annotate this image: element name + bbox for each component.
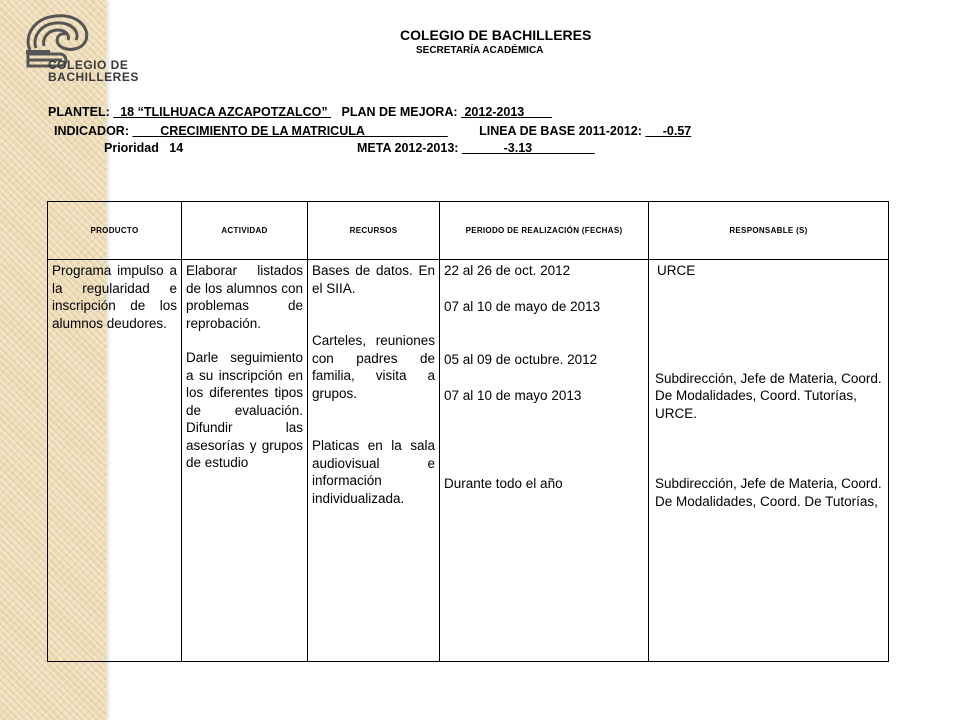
periodo-item: Durante todo el año: [444, 476, 563, 491]
plan-label: PLAN DE MEJORA:: [331, 105, 461, 119]
meta-value: ___ __-3.13_________: [461, 141, 595, 155]
periodo-item: 07 al 10 de mayo de 2013: [444, 298, 601, 314]
actividad-item: Elaborar listados de los alumnos con problemas de reprobación.: [186, 263, 303, 331]
cell-producto: [48, 260, 182, 662]
table-row: [48, 260, 889, 662]
prioridad-text: Prioridad 14: [104, 141, 184, 155]
cell-periodo: [440, 260, 649, 662]
plantel-label: PLANTEL:: [48, 105, 114, 119]
table-header-row: [48, 202, 889, 260]
recursos-item: Platicas en la sala audiovisual e información individualizada.: [312, 438, 435, 506]
logo-text-line1: COLEGIO DE: [48, 58, 129, 72]
producto-text: Programa impulso a la regularidad e inscripción de los alumnos deudores.: [52, 263, 177, 331]
header-producto: PRODUCTO: [48, 202, 182, 260]
meta-line: [357, 141, 595, 155]
plan-value: 2012-2013____: [460, 105, 553, 119]
recursos-item: Bases de datos. En el SIIA.: [312, 263, 435, 296]
cell-actividad: [182, 260, 308, 662]
periodo-item: 05 al 09 de octubre. 2012: [444, 352, 598, 367]
recursos-item: Carteles, reuniones con padres de familia, visita a grupos.: [312, 333, 435, 401]
responsable-item: Subdirección, Jefe de Materia, Coord. De Modalidades, Coord. Tutorías, URCE.: [655, 370, 882, 421]
page-title: COLEGIO DE BACHILLERES: [400, 27, 592, 43]
linea-base-value: __-0.57: [645, 124, 692, 138]
cell-responsable: [649, 260, 889, 662]
colegio-logo: [18, 10, 148, 82]
indicador-value: ____CRECIMIENTO DE LA MATRICULA ______: [132, 124, 448, 138]
indicador-line: [54, 124, 691, 138]
cell-recursos: [308, 260, 440, 662]
plan-table: [47, 201, 889, 662]
responsable-item: URCE: [657, 263, 696, 278]
header-responsable: RESPONSABLE (S): [649, 202, 889, 260]
periodo-item: 07 al 10 de mayo 2013: [444, 387, 582, 403]
linea-base-label: LINEA DE BASE 2011-2012:: [447, 124, 646, 138]
header-periodo: PERIODO DE REALIZACIÓN (FECHAS): [440, 202, 649, 260]
header-recursos: RECURSOS: [308, 202, 440, 260]
header-actividad: ACTIVIDAD: [182, 202, 308, 260]
responsable-item: Subdirección, Jefe de Materia, Coord. De Modalidades, Coord. De Tutorías,: [655, 476, 882, 509]
periodo-item: 22 al 26 de oct. 2012: [444, 263, 571, 278]
meta-label: META 2012-2013:: [357, 141, 462, 155]
plantel-line: [48, 105, 552, 119]
page-subtitle: SECRETARÍA ACADÉMICA: [416, 45, 544, 56]
logo-text-line2: BACHILLERES: [48, 70, 139, 84]
indicador-label: INDICADOR:: [54, 124, 133, 138]
plantel-value: 18 “TLILHUACA AZCAPOTZALCO”: [113, 105, 332, 119]
actividad-item: Darle seguimiento a su inscripción en los diferentes tipos de evaluación. Difundir las asesorías y grupos de estudio: [186, 350, 303, 470]
